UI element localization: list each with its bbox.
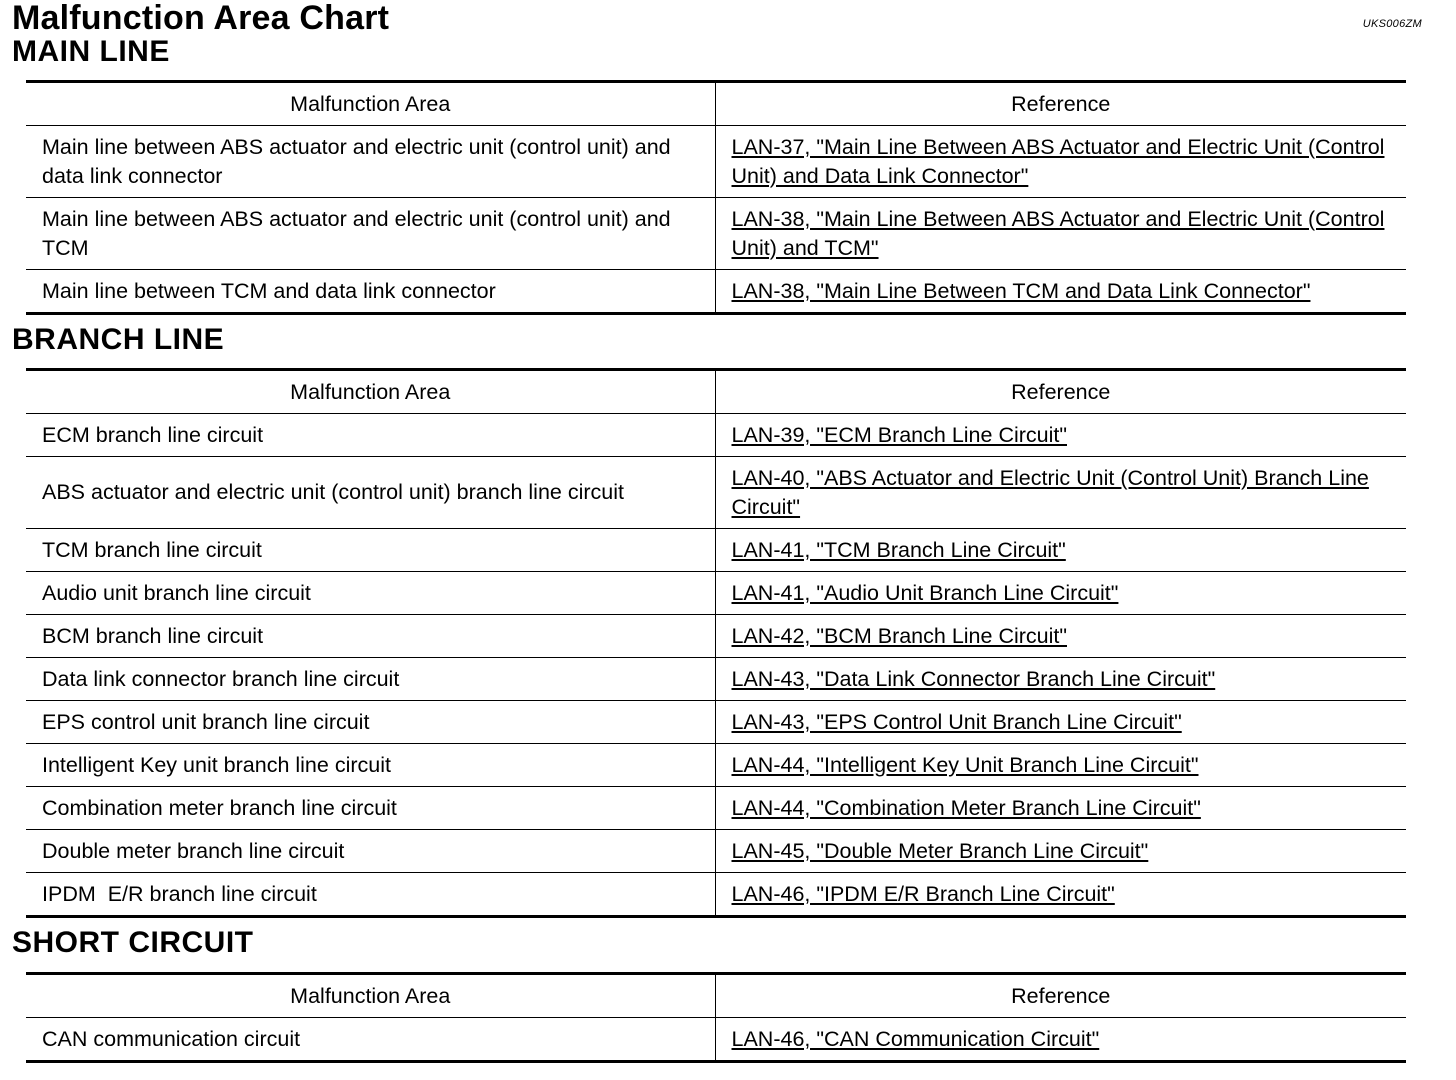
reference-cell [715, 701, 1406, 744]
reference-cell [715, 1018, 1406, 1062]
reference-cell [715, 615, 1406, 658]
reference-link[interactable]: LAN-41, "Audio Unit Branch Line Circuit" [731, 580, 1119, 605]
table-row [26, 414, 1406, 457]
reference-cell [715, 529, 1406, 572]
malfunction-area-cell: Double meter branch line circuit [26, 830, 715, 873]
table-row [26, 270, 1406, 314]
table-row [26, 615, 1406, 658]
branch-line-table [26, 368, 1406, 918]
section-heading-branch-line: BRANCH LINE [12, 323, 225, 356]
malfunction-area-cell: Main line between TCM and data link connector [26, 270, 715, 314]
reference-cell [715, 572, 1406, 615]
malfunction-area-cell: CAN communication circuit [26, 1018, 715, 1062]
reference-cell [715, 744, 1406, 787]
table-row [26, 1018, 1406, 1062]
reference-cell [715, 873, 1406, 917]
reference-link[interactable]: LAN-38, "Main Line Between TCM and Data Link Connector" [731, 278, 1311, 303]
reference-cell [715, 457, 1406, 529]
section-heading-main-line: MAIN LINE [12, 35, 170, 68]
malfunction-area-cell: Combination meter branch line circuit [26, 787, 715, 830]
short-circuit-table [26, 972, 1406, 1063]
table-row [26, 787, 1406, 830]
reference-link[interactable]: LAN-46, "CAN Communication Circuit" [731, 1026, 1100, 1051]
malfunction-area-cell: Main line between ABS actuator and electric unit (control unit) and data link connector [26, 126, 715, 198]
table-row [26, 457, 1406, 529]
table-header-row [26, 370, 1406, 414]
table-row [26, 744, 1406, 787]
column-header-malfunction-area: Malfunction Area [26, 370, 715, 414]
malfunction-area-cell: Intelligent Key unit branch line circuit [26, 744, 715, 787]
section-heading-short-circuit: SHORT CIRCUIT [12, 926, 254, 959]
table-row [26, 873, 1406, 917]
reference-link[interactable]: LAN-38, "Main Line Between ABS Actuator and Electric Unit (Control Unit) and TCM" [731, 206, 1385, 260]
reference-cell [715, 198, 1406, 270]
malfunction-area-cell: IPDM E/R branch line circuit [26, 873, 715, 917]
reference-link[interactable]: LAN-37, "Main Line Between ABS Actuator and Electric Unit (Control Unit) and Data Link Connector" [731, 134, 1385, 188]
column-header-malfunction-area: Malfunction Area [26, 82, 715, 126]
reference-cell [715, 658, 1406, 701]
main-line-table [26, 80, 1406, 315]
reference-link[interactable]: LAN-43, "Data Link Connector Branch Line Circuit" [731, 666, 1216, 691]
reference-cell [715, 830, 1406, 873]
malfunction-area-cell: TCM branch line circuit [26, 529, 715, 572]
reference-link[interactable]: LAN-44, "Combination Meter Branch Line Circuit" [731, 795, 1201, 820]
table-row [26, 658, 1406, 701]
reference-link[interactable]: LAN-43, "EPS Control Unit Branch Line Circuit" [731, 709, 1182, 734]
document-code: UKS006ZM [1362, 18, 1422, 30]
reference-cell [715, 787, 1406, 830]
column-header-malfunction-area: Malfunction Area [26, 974, 715, 1018]
reference-link[interactable]: LAN-42, "BCM Branch Line Circuit" [731, 623, 1067, 648]
reference-link[interactable]: LAN-45, "Double Meter Branch Line Circuit" [731, 838, 1149, 863]
malfunction-area-cell: Main line between ABS actuator and electric unit (control unit) and TCM [26, 198, 715, 270]
reference-link[interactable]: LAN-41, "TCM Branch Line Circuit" [731, 537, 1066, 562]
malfunction-area-cell: Data link connector branch line circuit [26, 658, 715, 701]
reference-link[interactable]: LAN-44, "Intelligent Key Unit Branch Line Circuit" [731, 752, 1199, 777]
malfunction-area-cell: ECM branch line circuit [26, 414, 715, 457]
table-row [26, 572, 1406, 615]
table-row [26, 830, 1406, 873]
malfunction-area-cell: EPS control unit branch line circuit [26, 701, 715, 744]
malfunction-area-cell: ABS actuator and electric unit (control unit) branch line circuit [26, 457, 715, 529]
column-header-reference: Reference [715, 370, 1406, 414]
malfunction-area-cell: Audio unit branch line circuit [26, 572, 715, 615]
malfunction-area-cell: BCM branch line circuit [26, 615, 715, 658]
table-row [26, 701, 1406, 744]
column-header-reference: Reference [715, 82, 1406, 126]
table-row [26, 198, 1406, 270]
page-title: Malfunction Area Chart [12, 0, 390, 37]
reference-link[interactable]: LAN-40, "ABS Actuator and Electric Unit (Control Unit) Branch Line Circuit" [731, 465, 1369, 519]
table-header-row [26, 974, 1406, 1018]
column-header-reference: Reference [715, 974, 1406, 1018]
reference-link[interactable]: LAN-46, "IPDM E/R Branch Line Circuit" [731, 881, 1115, 906]
table-row [26, 529, 1406, 572]
reference-link[interactable]: LAN-39, "ECM Branch Line Circuit" [731, 422, 1067, 447]
reference-cell [715, 126, 1406, 198]
reference-cell [715, 270, 1406, 314]
table-header-row [26, 82, 1406, 126]
table-row [26, 126, 1406, 198]
reference-cell [715, 414, 1406, 457]
